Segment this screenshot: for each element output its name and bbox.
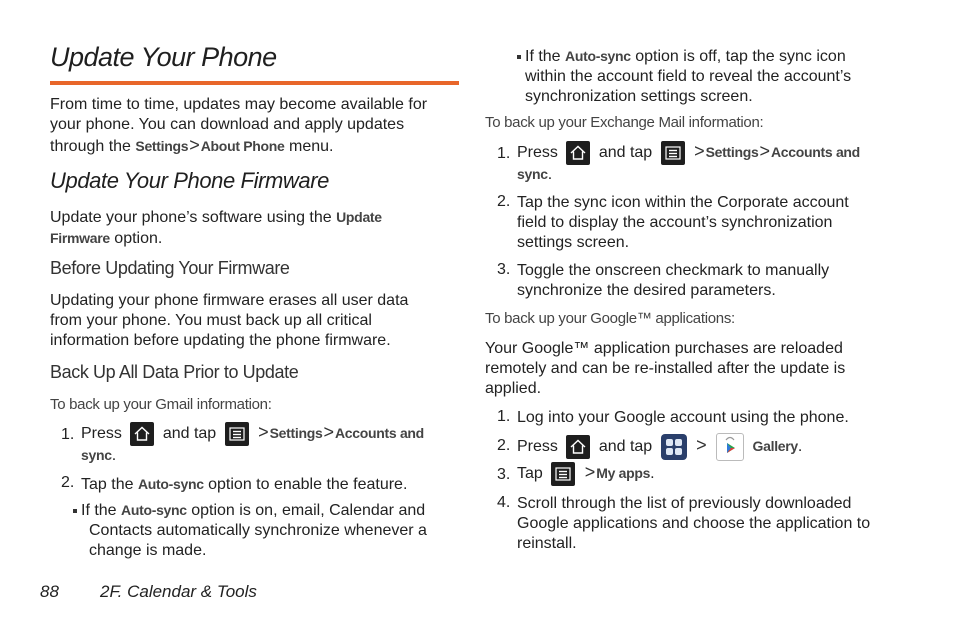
auto-sync-on-bullet	[81, 500, 427, 561]
chevron-separator: >	[189, 135, 200, 155]
bullet-line-1	[73, 500, 427, 521]
step-line-3: reinstall.	[517, 535, 577, 552]
page-number: 88	[40, 582, 59, 601]
firmware-keyword: Firmware	[50, 230, 110, 246]
exchange-step-3	[517, 261, 829, 301]
menu-key-icon	[225, 422, 249, 446]
settings-keyword: Settings	[705, 144, 759, 161]
bullet-line-1	[517, 46, 851, 67]
step2-end: option to enable the feature.	[203, 476, 408, 493]
period: .	[650, 465, 655, 483]
exchange-step-2	[517, 193, 849, 253]
step-number: 2.	[497, 437, 511, 454]
google-step-3	[517, 462, 655, 486]
period: .	[797, 438, 803, 456]
home-key-icon	[566, 435, 590, 459]
google-step-4	[517, 494, 870, 554]
press-text: Press	[517, 144, 558, 162]
before-line-2: from your phone. You must back up all critical	[50, 312, 372, 329]
backup-heading: Back Up All Data Prior to Update	[50, 362, 299, 382]
intro-text: through the	[50, 138, 131, 155]
chevron-separator: >	[759, 141, 770, 162]
auto-sync-off-bullet	[517, 46, 851, 107]
intro-paragraph	[50, 95, 427, 157]
step-number: 2.	[497, 193, 511, 210]
auto-sync-keyword: Auto-sync	[565, 48, 631, 64]
play-store-icon	[716, 433, 744, 461]
chevron-separator: >	[696, 435, 707, 456]
step-number: 1.	[497, 408, 511, 425]
google-intro-line-3: applied.	[485, 380, 542, 397]
step-line-1: Tap the sync icon within the Corporate account	[517, 194, 849, 211]
exchange-step-1-cont	[517, 165, 552, 185]
intro-line-2: your phone. You can download and apply updates	[50, 116, 405, 133]
gallery-keyword: Gallery	[752, 438, 798, 455]
press-text: Press	[81, 425, 122, 443]
before-line-1: Updating your phone firmware erases all user data	[50, 292, 409, 309]
step-number: 1.	[497, 145, 511, 162]
firmware-line-2	[50, 228, 382, 249]
gmail-step-2	[81, 474, 407, 495]
step-number: 4.	[497, 494, 511, 511]
google-intro	[485, 339, 845, 399]
gmail-step-1	[81, 422, 424, 446]
chevron-separator: >	[323, 422, 334, 443]
section-label: 2F. Calendar & Tools	[100, 582, 257, 601]
bullet-line-3: synchronization settings screen.	[525, 88, 753, 105]
firmware-paragraph	[50, 207, 382, 249]
title-rule	[50, 81, 459, 85]
intro-end: menu.	[284, 138, 334, 155]
before-updating-heading: Before Updating Your Firmware	[50, 258, 290, 278]
bullet-line-3: change is made.	[89, 542, 207, 559]
firmware-text: Update your phone’s software using the	[50, 209, 332, 226]
gmail-step-1-cont	[81, 446, 116, 466]
home-key-icon	[566, 141, 590, 165]
menu-key-icon	[661, 141, 685, 165]
step-number: 3.	[497, 466, 511, 483]
step-line-2: Google applications and choose the application to	[517, 515, 871, 532]
google-lead: To back up your Google™ applications:	[485, 310, 735, 327]
settings-keyword: Settings	[269, 425, 323, 442]
exchange-step-1	[517, 141, 860, 165]
step-line-2: synchronize the desired parameters.	[517, 282, 776, 299]
auto-sync-keyword: Auto-sync	[137, 476, 204, 492]
google-step-1: Log into your Google account using the phone.	[517, 409, 849, 426]
my-apps-keyword: My apps	[596, 465, 651, 482]
settings-keyword: Settings	[135, 138, 189, 154]
step-line-2: field to display the account’s synchronization	[517, 214, 833, 231]
exchange-lead: To back up your Exchange Mail information:	[485, 114, 764, 131]
firmware-end: option.	[109, 230, 163, 247]
bullet-marker	[73, 509, 77, 513]
firmware-line-1	[50, 207, 382, 228]
step-number: 1.	[61, 426, 75, 443]
step-number: 3.	[497, 261, 511, 278]
page-title: Update Your Phone	[50, 42, 277, 72]
google-step-2	[517, 433, 802, 461]
intro-line-1: From time to time, updates may become available for	[50, 96, 428, 113]
accounts-sync-keyword: Accounts and	[334, 425, 424, 442]
bullet-text: If the	[525, 48, 561, 65]
bullet-line-2: within the account field to reveal the account’s	[525, 68, 852, 85]
period: .	[547, 166, 553, 183]
accounts-sync-keyword: Accounts and	[770, 144, 860, 161]
all-apps-icon	[661, 434, 687, 460]
bullet-line-2: Contacts automatically synchronize whenever a	[89, 522, 427, 539]
intro-line-3	[50, 135, 427, 157]
and-tap-text: and tap	[598, 144, 653, 162]
press-text: Press	[517, 438, 558, 456]
sync-keyword: sync	[517, 166, 548, 182]
period: .	[111, 447, 117, 464]
chevron-separator: >	[258, 422, 269, 443]
about-phone-keyword: About Phone	[200, 138, 285, 154]
auto-sync-keyword: Auto-sync	[121, 502, 187, 518]
chevron-separator: >	[584, 462, 596, 483]
home-key-icon	[130, 422, 154, 446]
before-paragraph	[50, 291, 408, 351]
gmail-lead: To back up your Gmail information:	[50, 396, 272, 413]
bullet-text-1: option is on, email, Calendar and	[186, 502, 426, 519]
google-intro-line-1: Your Google™ application purchases are reloaded	[485, 340, 843, 357]
tap-text: Tap	[517, 465, 543, 483]
chevron-separator: >	[694, 141, 705, 162]
step-line-3: settings screen.	[517, 234, 630, 251]
bullet-text-1: option is off, tap the sync icon	[630, 48, 846, 65]
bullet-marker	[517, 55, 521, 59]
menu-key-icon	[551, 462, 575, 486]
and-tap-text: and tap	[598, 438, 653, 456]
firmware-heading: Update Your Phone Firmware	[50, 168, 330, 193]
step2-text: Tap the	[81, 476, 134, 493]
step-line-1: Toggle the onscreen checkmark to manually	[517, 262, 830, 279]
and-tap-text: and tap	[162, 425, 217, 443]
before-line-3: information before updating the phone firmware.	[50, 332, 391, 349]
bullet-text: If the	[81, 502, 117, 519]
google-intro-line-2: remotely and can be re-installed after the update is	[485, 360, 846, 377]
update-keyword: Update	[336, 209, 382, 225]
step-line-1: Scroll through the list of previously downloaded	[517, 495, 852, 512]
sync-keyword: sync	[81, 447, 112, 463]
step-number: 2.	[61, 474, 75, 491]
